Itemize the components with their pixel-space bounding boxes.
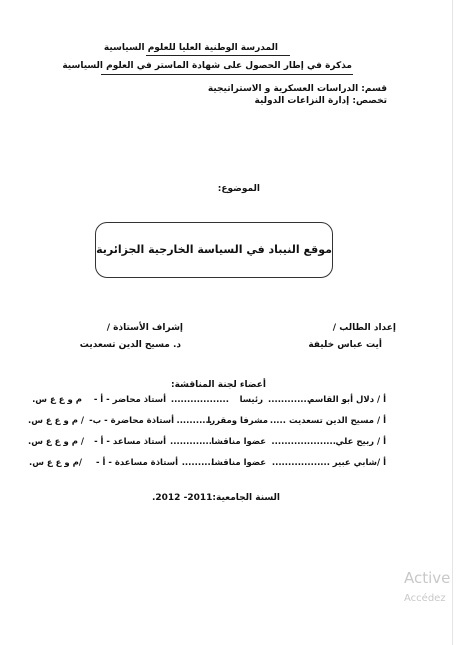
- member-school: م و ع ع س.: [32, 395, 82, 405]
- member-dots: .....: [269, 416, 286, 426]
- memo-title: مذكرة في إطار الحصول على شهادة الماستر في العلوم السياسية: [62, 61, 352, 71]
- supervisor-label: إشراف الأستاذة /: [106, 323, 183, 333]
- subject-label: الموضوع:: [217, 184, 260, 194]
- member-dots: ..................: [170, 395, 229, 405]
- subject-box: [95, 222, 333, 278]
- member-role: رئيسا: [239, 395, 263, 405]
- student-name: أيت عباس خليفة: [308, 340, 382, 350]
- committee-member: [28, 458, 386, 470]
- member-role: عضوا مناقشا: [211, 437, 266, 447]
- member-school: /م و ع ع س.: [28, 458, 82, 468]
- member-school: / م و ع ع س.: [28, 416, 84, 426]
- member-role: مشرفا ومقررا: [207, 416, 268, 426]
- school-underline: [146, 55, 290, 56]
- member-rank: أستاذة محاضرة - ب-: [89, 416, 174, 426]
- member-rank: أستاذة مساعدة - أ -: [96, 458, 178, 468]
- member-name: أ /شابي عبير: [332, 458, 386, 468]
- member-name: أ / ربيح علي: [335, 437, 386, 447]
- member-name: أ / دلال أبو القاسم: [308, 395, 386, 405]
- member-dots: ..........: [181, 458, 214, 468]
- member-dots: .............: [268, 395, 310, 405]
- member-rank: أستاذ مساعد - أ -: [94, 437, 166, 447]
- school-name: المدرسة الوطنية العليا للعلوم السياسية: [103, 43, 278, 53]
- member-dots: ....................: [271, 437, 336, 447]
- page-edge: [452, 0, 453, 645]
- supervisor-name: د. مسيح الدين تسعديت: [79, 340, 181, 350]
- department: قسم: الدراسات العسكرية و الاستراتيجية: [207, 84, 387, 94]
- committee-member: [32, 395, 386, 407]
- member-rank: أستاذ محاضر - أ -: [93, 395, 166, 405]
- activation-watermark-sub: Accédez: [404, 593, 446, 604]
- activation-watermark: Active: [404, 569, 451, 587]
- member-dots: ..................: [271, 458, 330, 468]
- specialty: تخصص: إدارة النزاعات الدولية: [254, 96, 387, 106]
- student-label: إعداد الطالب /: [332, 323, 396, 333]
- committee-label: أعضاء لجنة المناقشة:: [170, 380, 266, 390]
- member-role: عضوا مناقشا: [211, 458, 266, 468]
- member-dots: .............: [170, 437, 212, 447]
- committee-member: [28, 437, 386, 449]
- memo-underline: [101, 74, 353, 75]
- member-name: أ / مسيح الدين تسعديت: [289, 416, 386, 426]
- member-school: / م و ع ع س.: [28, 437, 84, 447]
- committee-member: [28, 416, 386, 428]
- academic-year: السنة الجامعية:2011- 2012.: [151, 493, 280, 503]
- member-dots: ...........: [176, 416, 212, 426]
- subject-title: موقع النيباد في السياسة الخارجية الجزائرية: [96, 243, 332, 256]
